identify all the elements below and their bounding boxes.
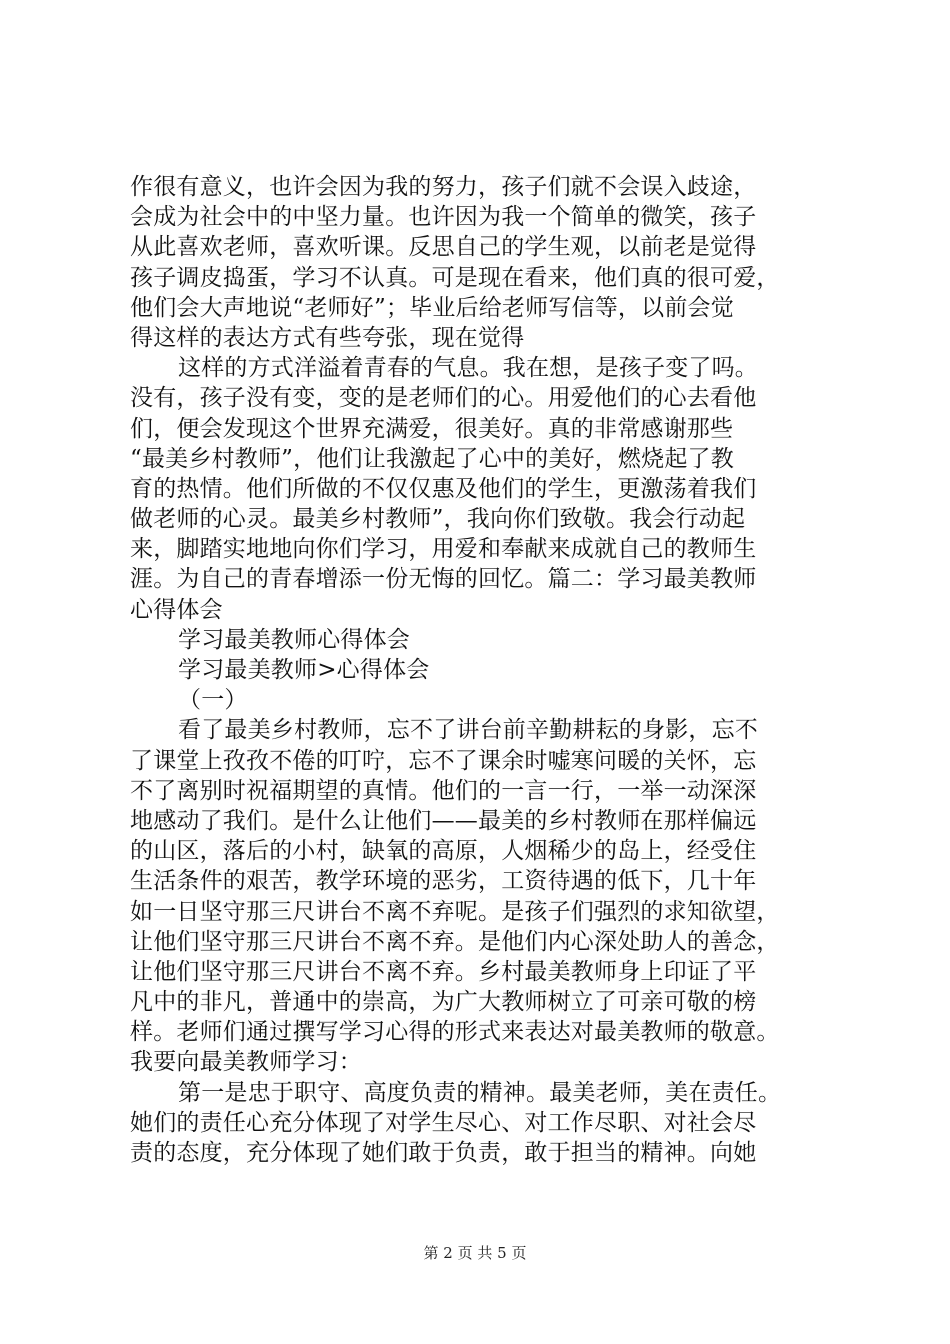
text-line: 让他们坚守那三尺讲台不离不弃。乡村最美教师身上印证了平: [130, 958, 757, 985]
text-line: 育的热情。他们所做的不仅仅惠及他们的学生，更激荡着我们: [130, 475, 757, 502]
text-line: 地感动了我们。是什么让他们——最美的乡村教师在那样偏远: [130, 807, 757, 834]
text-line: 她们的责任心充分体现了对学生尽心、对工作尽职、对社会尽: [130, 1109, 757, 1136]
text-line: 涯。为自己的青春增添一份无悔的回忆。篇二：学习最美教师: [130, 566, 757, 593]
document-body: [130, 172, 836, 1168]
text-line: 会成为社会中的中坚力量。也许因为我一个简单的微笑，孩子: [130, 204, 757, 231]
text-line: 不了离别时祝福期望的真情。他们的一言一行，一举一动深深: [130, 777, 757, 804]
text-line: 们，便会发现这个世界充满爱，很美好。真的非常感谢那些: [130, 415, 734, 442]
text-line: 没有，孩子没有变，变的是老师们的心。用爱他们的心去看他: [130, 385, 757, 412]
text-line: 如一日坚守那三尺讲台不离不弃呢。是孩子们强烈的求知欲望，: [130, 898, 780, 925]
text-line: 从此喜欢老师，喜欢听课。反思自己的学生观，以前老是觉得: [130, 234, 757, 261]
text-line: 学习最美教师心得体会: [178, 626, 410, 653]
text-line: 孩子调皮捣蛋，学习不认真。可是现在看来，他们真的很可爱，: [130, 264, 780, 291]
text-line: 学习最美教师>心得体会: [178, 657, 430, 683]
text-line: 这样的方式洋溢着青春的气息。我在想，是孩子变了吗。: [178, 355, 758, 382]
text-line: 样。老师们通过撰写学习心得的形式来表达对最美教师的敬意。: [130, 1019, 780, 1046]
text-line: 第一是忠于职守、高度负责的精神。最美老师，美在责任。: [178, 1079, 782, 1106]
text-line: 心得体会: [130, 596, 223, 623]
text-line: 让他们坚守那三尺讲台不离不弃。是他们内心深处助人的善念，: [130, 928, 780, 955]
text-line: 生活条件的艰苦，教学环境的恶劣，工资待遇的低下，几十年: [130, 868, 757, 895]
text-line: 责的态度，充分体现了她们敢于负责，敢于担当的精神。向她: [130, 1140, 757, 1166]
text-line: “最美乡村教师”，他们让我激起了心中的美好，燃烧起了教: [130, 445, 734, 472]
page-footer: 第 2 页 共 5 页: [423, 1244, 527, 1262]
text-line: 凡中的非凡，普通中的崇高，为广大教师树立了可亲可敬的榜: [130, 989, 757, 1016]
text-line: 看了最美乡村教师，忘不了讲台前辛勤耕耘的身影，忘不: [178, 717, 758, 744]
text-line: 来，脚踏实地地向你们学习，用爱和奉献来成就自己的教师生: [130, 536, 757, 563]
text-line: 得这样的表达方式有些夸张，现在觉得: [130, 324, 525, 351]
text-line: 了课堂上孜孜不倦的叮咛，忘不了课余时嘘寒问暖的关怀，忘: [130, 747, 757, 774]
text-line: 作很有意义，也许会因为我的努力，孩子们就不会误入歧途，: [130, 174, 757, 200]
text-line: 的山区，落后的小村，缺氧的高原，人烟稀少的岛上，经受住: [130, 838, 757, 865]
text-line: 我要向最美教师学习：: [130, 1049, 362, 1076]
text-line: 做老师的心灵。最美乡村教师”，我向你们致敬。我会行动起: [130, 506, 746, 533]
text-line: 他们会大声地说“老师好”；毕业后给老师写信等，以前会觉: [130, 294, 734, 321]
text-line: （一）: [178, 687, 248, 714]
